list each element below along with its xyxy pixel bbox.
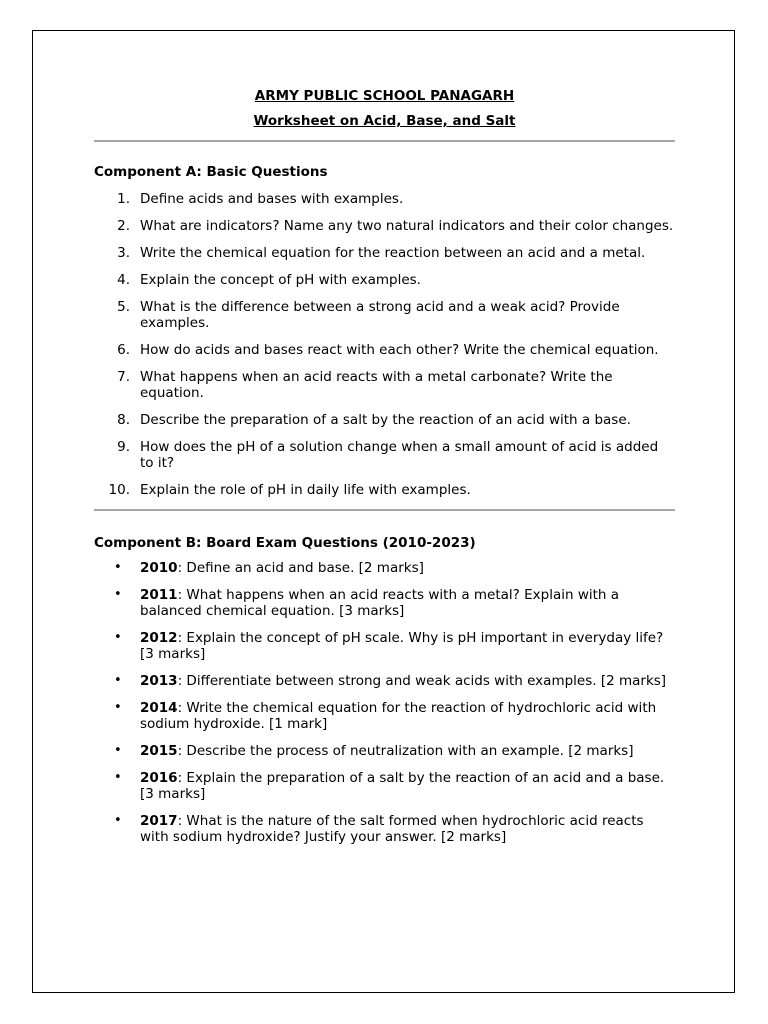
bullet-icon: •	[114, 770, 122, 785]
item-text: : Describe the process of neutralization with an example. [2 marks]	[177, 743, 634, 759]
list-item	[94, 700, 675, 732]
item-text: : Explain the preparation of a salt by the reaction of an acid and a base. [3 marks]	[140, 770, 665, 802]
school-title: ARMY PUBLIC SCHOOL PANAGARH	[254, 88, 515, 104]
list-item	[94, 299, 675, 331]
component-a-heading: Component A: Basic Questions	[94, 164, 328, 180]
item-number: 9.	[117, 439, 130, 455]
list-item	[94, 245, 675, 261]
list-item	[94, 673, 675, 689]
list-item	[94, 439, 675, 471]
item-text: : What happens when an acid reacts with a metal? Explain with a balanced chemical equation. [3 marks]	[140, 587, 620, 619]
item-number: 7.	[117, 369, 130, 385]
list-item	[94, 770, 675, 802]
item-number: 2.	[117, 218, 130, 234]
bullet-icon: •	[114, 673, 122, 688]
item-text: Describe the preparation of a salt by the reaction of an acid with a base.	[140, 412, 631, 428]
item-text: : Differentiate between strong and weak acids with examples. [2 marks]	[177, 673, 667, 689]
item-year: 2012	[140, 630, 178, 646]
divider	[94, 509, 675, 511]
list-item	[94, 587, 675, 619]
list-item	[94, 813, 675, 845]
bullet-icon: •	[114, 560, 122, 575]
component-b-list	[94, 560, 675, 845]
item-text: : Define an acid and base. [2 marks]	[177, 560, 424, 576]
item-year: 2013	[140, 673, 178, 689]
list-item	[94, 272, 675, 288]
item-text: Explain the concept of pH with examples.	[140, 272, 421, 288]
list-item	[94, 218, 675, 234]
component-b-heading: Component B: Board Exam Questions (2010-2023)	[94, 535, 476, 551]
item-text: : Explain the concept of pH scale. Why is pH important in everyday life? [3 marks]	[140, 630, 664, 662]
item-text: What happens when an acid reacts with a metal carbonate? Write the equation.	[140, 369, 613, 401]
item-year: 2017	[140, 813, 178, 829]
bullet-icon: •	[114, 630, 122, 645]
bullet-icon: •	[114, 743, 122, 758]
item-number: 6.	[117, 342, 130, 358]
item-text: Explain the role of pH in daily life with examples.	[140, 482, 471, 498]
divider	[94, 140, 675, 142]
item-text: How do acids and bases react with each other? Write the chemical equation.	[140, 342, 659, 358]
item-year: 2011	[140, 587, 178, 603]
item-number: 10.	[108, 482, 130, 498]
list-item	[94, 482, 675, 498]
list-item	[94, 412, 675, 428]
item-text: Define acids and bases with examples.	[140, 191, 404, 207]
item-number: 1.	[117, 191, 130, 207]
item-year: 2016	[140, 770, 178, 786]
list-item	[94, 369, 675, 401]
item-text: : Write the chemical equation for the reaction of hydrochloric acid with sodium hydroxide. [1 mark]	[140, 700, 657, 732]
worksheet-title: Worksheet on Acid, Base, and Salt	[253, 113, 516, 129]
page-content	[94, 87, 675, 856]
bullet-icon: •	[114, 587, 122, 602]
item-number: 5.	[117, 299, 130, 315]
item-text: What is the difference between a strong acid and a weak acid? Provide examples.	[140, 299, 620, 331]
bullet-icon: •	[114, 700, 122, 715]
list-item	[94, 560, 675, 576]
component-a-list	[94, 191, 675, 498]
item-number: 8.	[117, 412, 130, 428]
item-text: What are indicators? Name any two natural indicators and their color changes.	[140, 218, 674, 234]
item-year: 2014	[140, 700, 178, 716]
document-page	[32, 30, 735, 993]
list-item	[94, 191, 675, 207]
item-number: 4.	[117, 272, 130, 288]
item-number: 3.	[117, 245, 130, 261]
item-year: 2015	[140, 743, 178, 759]
item-text: How does the pH of a solution change when a small amount of acid is added to it?	[140, 439, 659, 471]
bullet-icon: •	[114, 813, 122, 828]
list-item	[94, 630, 675, 662]
item-text: Write the chemical equation for the reaction between an acid and a metal.	[140, 245, 646, 261]
list-item	[94, 342, 675, 358]
list-item	[94, 743, 675, 759]
item-year: 2010	[140, 560, 178, 576]
item-text: : What is the nature of the salt formed when hydrochloric acid reacts with sodium hydroxide? Justify your answer. [2 marks]	[140, 813, 644, 845]
